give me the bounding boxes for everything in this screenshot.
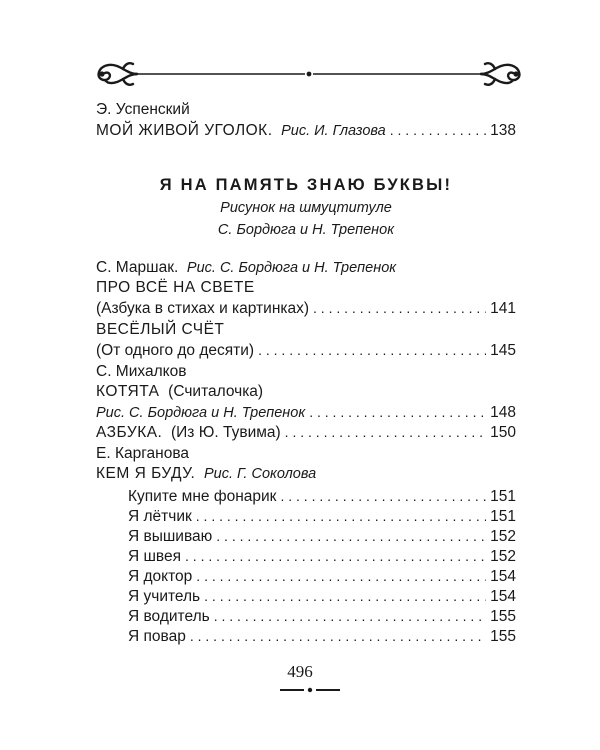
dot-leader <box>309 402 486 422</box>
entry-page: 141 <box>490 300 516 317</box>
section-subtitle-1: Рисунок на шмуцтитуле <box>220 200 392 216</box>
toc-entry-pro-vse-na-svete[interactable] <box>96 298 516 318</box>
dot-leader <box>216 526 486 546</box>
entry-page: 145 <box>490 342 516 359</box>
entry-title: АЗБУКА. <box>96 424 163 441</box>
section-title: Я НА ПАМЯТЬ ЗНАЮ БУКВЫ! <box>159 176 453 194</box>
dot-leader <box>185 546 486 566</box>
entry-page: 150 <box>490 424 516 441</box>
entry-subtitle: (От одного до десяти) <box>96 342 255 359</box>
page-number: 496 <box>287 662 313 681</box>
dot-leader <box>190 626 486 646</box>
title-kem-ya-budu: КЕМ Я БУДУ. Рис. Г. Соколова <box>96 465 317 482</box>
dot-leader <box>258 340 486 360</box>
toc-subentry[interactable]: Я водитель . . . 155 <box>128 606 516 626</box>
dot-leader <box>285 422 486 442</box>
entry-illustrator: Рис. С. Бордюга и Н. Трепенок <box>96 405 306 421</box>
entry-illustrator: Рис. Г. Соколова <box>203 466 317 482</box>
entry-page: 138 <box>490 122 516 139</box>
section-subtitle-2: С. Бордюга и Н. Трепенок <box>217 222 395 238</box>
author-uspensky: Э. Успенский <box>96 101 190 118</box>
toc-subentry[interactable]: Я доктор . . . 154 <box>128 566 516 586</box>
toc-entry-azbuka[interactable] <box>96 422 516 442</box>
title-veselyi-schet: ВЕСЁЛЫЙ СЧЁТ <box>96 321 225 338</box>
entry-subtitle: (Азбука в стихах и картинках) <box>96 300 310 317</box>
dot-leader <box>313 298 486 318</box>
toc-subentry[interactable]: Я лётчик . . . 151 <box>128 506 516 526</box>
dot-leader <box>196 566 486 586</box>
dot-leader <box>280 486 486 506</box>
footer-ornament-icon <box>279 684 341 696</box>
toc-subentry[interactable]: Я учитель . . . 154 <box>128 586 516 606</box>
toc-subentry[interactable]: Я вышиваю . . . 152 <box>128 526 516 546</box>
toc-entry-moi-zhivoi-ugolok[interactable] <box>96 120 516 140</box>
author-marshak: С. Маршак. Рис. С. Бордюга и Н. Трепенок <box>96 259 397 276</box>
author-mikhalkov: С. Михалков <box>96 363 187 380</box>
toc-subentry[interactable]: Я швея . . . 152 <box>128 546 516 566</box>
dot-leader <box>390 120 486 140</box>
toc-subentry[interactable]: Купите мне фонарик . . . 151 <box>128 486 516 506</box>
entry-illustrator: Рис. И. Глазова <box>281 123 386 139</box>
entry-page: 148 <box>490 404 516 421</box>
author-karganova: Е. Карганова <box>96 445 190 462</box>
toc-subentry[interactable]: Я повар . . . 155 <box>128 626 516 646</box>
toc-entry-veselyi-schet[interactable] <box>96 340 516 360</box>
dot-leader <box>196 506 486 526</box>
dot-leader <box>214 606 486 626</box>
dot-leader <box>204 586 486 606</box>
toc-entry-kotyata[interactable] <box>96 402 516 422</box>
ornament-divider-icon <box>93 58 525 90</box>
author-illustrator: Рис. С. Бордюга и Н. Трепенок <box>186 260 397 276</box>
title-pro-vse: ПРО ВСЁ НА СВЕТЕ <box>96 279 255 296</box>
title-kotyata: КОТЯТА (Считалочка) <box>96 383 264 400</box>
entry-title: МОЙ ЖИВОЙ УГОЛОК. <box>96 122 273 139</box>
entry-note: (Из Ю. Тувима) <box>171 424 281 441</box>
